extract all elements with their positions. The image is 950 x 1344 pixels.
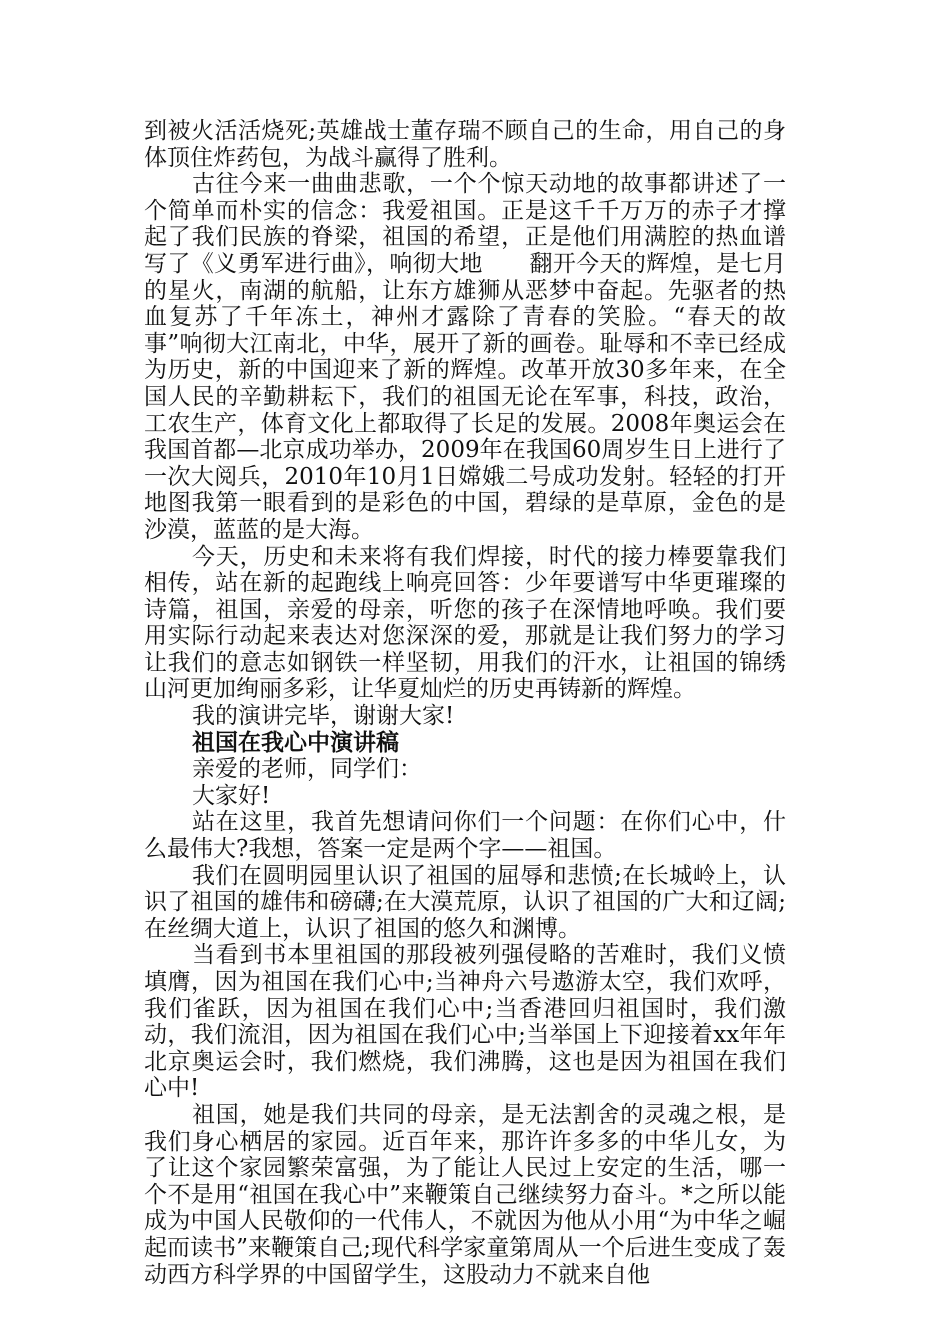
document-page xyxy=(144,118,786,1288)
paragraph-2: 古往今来一曲曲悲歌，一个个惊天动地的故事都讲述了一个简单而朴实的信念：我爱祖国。正是这千千万万的赤子才撑起了我们民族的脊梁，祖国的希望，正是他们用满腔的热血谱写了《义勇军进行曲》，响彻大地 翻开今天的辉煌，是七月的星火，南湖的航船，让东方雄狮从恶梦中奋起。先驱者的热血复苏了千年冻土，神州才露除了青春的笑脸。“春天的故事”响彻大江南北，中华，展开了新的画卷。耻辱和不幸已经成为历史，新的中国迎来了新的辉煌。改革开放30多年来，在全国人民的辛勤耕耘下，我们的祖国无论在军事，科技，政治，工农生产，体育文化上都取得了长足的发展。2008年奥运会在我国首都—北京成功举办，2009年在我国60周岁生日上进行了一次大阅兵，2010年10月1日嫦娥二号成功发射。轻轻的打开地图我第一眼看到的是彩色的中国，碧绿的是草原，金色的是沙漠，蓝蓝的是大海。 xyxy=(144,171,786,543)
paragraph-1: 到被火活活烧死;英雄战士董存瑞不顾自己的生命，用自己的身体顶住炸药包，为战斗赢得了胜利。 xyxy=(144,118,786,171)
paragraph-10: 当看到书本里祖国的那段被列强侵略的苦难时，我们义愤填膺，因为祖国在我们心中;当神舟六号遨游太空，我们欢呼，我们雀跃，因为祖国在我们心中;当香港回归祖国时，我们激动，我们流泪，因为祖国在我们心中;当举国上下迎接着xx年年北京奥运会时，我们燃烧，我们沸腾，这也是因为祖国在我们心中! xyxy=(144,942,786,1102)
salutation: 亲爱的老师，同学们： xyxy=(192,756,422,783)
paragraph-11: 祖国，她是我们共同的母亲，是无法割舍的灵魂之根，是我们身心栖居的家园。近百年来，那许许多多的中华儿女，为了让这个家园繁荣富强，为了能让人民过上安定的生活，哪一个不是用“祖国在我心中”来鞭策自己继续努力奋斗。*之所以能成为中国人民敬仰的一代伟人，不就因为他从小用“为中华之崛起而读书”来鞭策自己;现代科学家童第周从一个后进生变成了轰动西方科学界的中国留学生，这股动力不就来自他 xyxy=(144,1101,786,1288)
paragraph-3: 今天，历史和未来将有我们焊接，时代的接力棒要靠我们相传，站在新的起跑线上响亮回答：少年要谱写中华更璀璨的诗篇，祖国，亲爱的母亲，听您的孩子在深情地呼唤。我们要用实际行动起来表达对您深深的爱，那就是让我们努力的学习让我们的意志如钢铁一样坚韧，用我们的汗水，让祖国的锦绣山河更加绚丽多彩，让华夏灿烂的历史再铸新的辉煌。 xyxy=(144,543,786,703)
section-heading: 祖国在我心中演讲稿 xyxy=(192,728,399,756)
paragraph-8: 站在这里，我首先想请问你们一个问题：在你们心中，什么最伟大?我想，答案一定是两个字——祖国。 xyxy=(144,809,786,863)
greeting: 大家好! xyxy=(192,782,271,809)
paragraph-4: 我的演讲完毕，谢谢大家! xyxy=(192,703,455,730)
paragraph-9: 我们在圆明园里认识了祖国的屈辱和悲愤;在长城岭上，认识了祖国的雄伟和磅礴;在大漠荒原，认识了祖国的广大和辽阔;在丝绸大道上，认识了祖国的悠久和渊博。 xyxy=(144,862,786,942)
